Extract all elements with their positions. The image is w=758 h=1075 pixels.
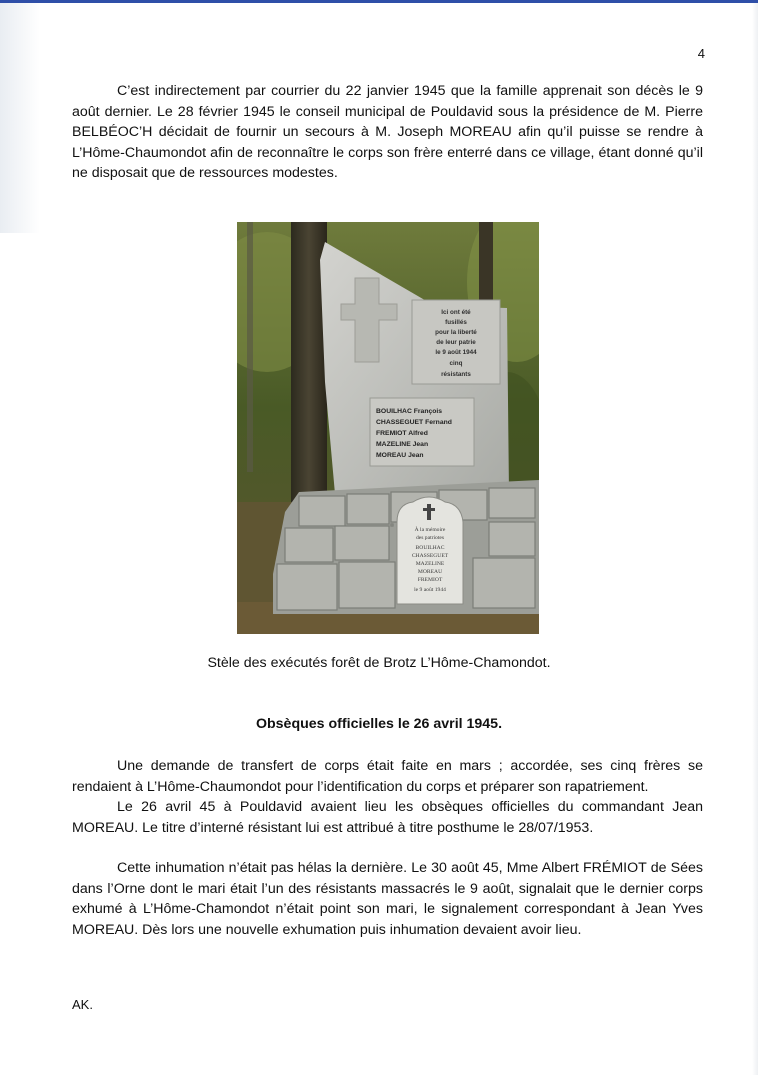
plaque-line: FREMIOT [417, 577, 443, 583]
plaque-line: des patriotes [415, 535, 445, 541]
paragraph-text: Le 26 avril 45 à Pouldavid avaient lieu les obsèques officielles du commandant Jean MOREAU. Le titre d’interné résistant lui est attribué à titre posthume le 28/07/1953. [72, 799, 703, 836]
stele-inscription-line: fusillés [445, 319, 467, 326]
plaque-line: CHASSEGUET [411, 553, 449, 559]
paragraph-transfer-request [72, 756, 703, 797]
page-edge-shadow [752, 3, 758, 1075]
paragraph-official-funeral [72, 797, 703, 838]
stele-name-line: FREMIOT Alfred [376, 430, 428, 437]
stele-inscription-line: de leur patrie [436, 339, 476, 346]
top-border-line [0, 0, 758, 3]
plaque-line: MAZELINE [415, 561, 445, 567]
plaque-line: À la mémoire [414, 527, 446, 533]
author-initials: AK. [72, 997, 93, 1012]
stele-name-line: MAZELINE Jean [376, 441, 429, 448]
paragraph-family-notification [72, 81, 703, 184]
stele-inscription-line: Ici ont été [441, 309, 471, 316]
photo-caption: Stèle des exécutés forêt de Brotz L’Hôme-Chamondot. [207, 655, 551, 671]
stele-name-line: CHASSEGUET Fernand [376, 419, 452, 426]
plaque-line: le 9 août 1944 [414, 587, 446, 593]
stele-inscription-line: pour la liberté [435, 329, 477, 336]
stele-name-line: MOREAU Jean [376, 452, 424, 459]
page-corner-shadow [0, 3, 40, 233]
paragraph-new-exhumation [72, 858, 703, 940]
paragraph-text: Cette inhumation n’était pas hélas la dernière. Le 30 août 45, Mme Albert FRÉMIOT de Sées dans l’Orne dont le mari était l’un des résistants massacrés le 9 août, signalait que le dernier corps exhumé à L’Hôme-Chamondot n’était point son mari, le signalement correspondant à Jean Yves MOREAU. Dès lors une nouvelle exhumation puis inhumation devaient avoir lieu. [72, 860, 703, 938]
stele-inscription-line: le 9 août 1944 [435, 349, 477, 356]
section-heading: Obsèques officielles le 26 avril 1945. [255, 716, 503, 732]
stele-name-line: BOUILHAC François [376, 408, 443, 415]
stele-photo [237, 222, 539, 634]
paragraph-text: C’est indirectement par courrier du 22 janvier 1945 que la famille apprenait son décès le 9 août dernier. Le 28 février 1945 le conseil municipal de Pouldavid sous la présidence de M. Pierre BELBÉOC’H décidait de fournir un secours à M. Joseph MOREAU afin qu’il puisse se rendre à L’Hôme-Chaumondot afin de reconnaître le corps son frère enterré dans ce village, étant donné qu’il ne disposait que de ressources modestes. [72, 83, 703, 181]
page-number: 4 [697, 46, 705, 61]
stele-inscription-line: cinq [449, 360, 463, 367]
stele-inscription-line: résistants [441, 371, 471, 378]
plaque-line: MOREAU [417, 569, 443, 575]
paragraph-text: Une demande de transfert de corps était faite en mars ; accordée, ses cinq frères se rendaient à L’Hôme-Chaumondot pour l’identification du corps et préparer son rapatriement. [72, 758, 703, 795]
plaque-line: BOUILHAC [415, 545, 445, 551]
